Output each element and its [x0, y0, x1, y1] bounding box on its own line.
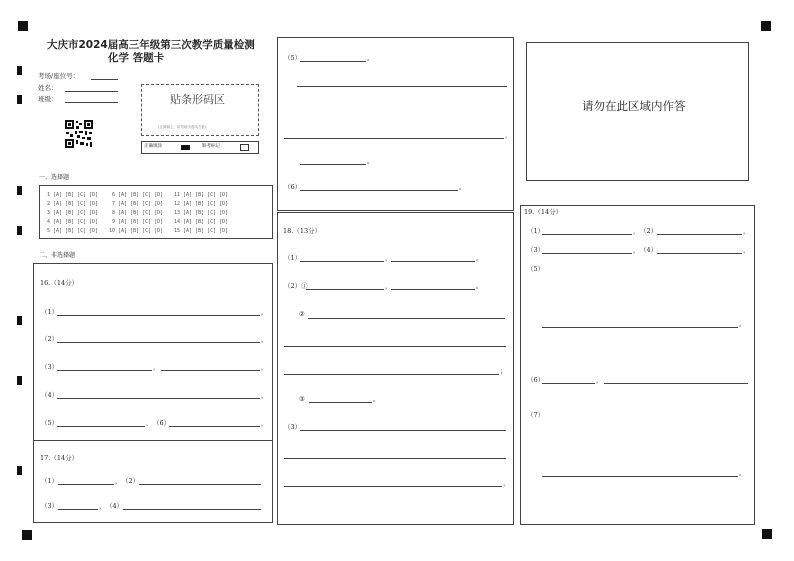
col2-period: 。 — [367, 157, 374, 165]
choice-row[interactable]: 10 [A] [B] [C] [D] — [109, 228, 164, 234]
q16-answer-3b[interactable] — [161, 370, 260, 371]
corner-mark-icon — [762, 529, 772, 539]
q19-item-3: （3） — [527, 246, 545, 254]
q18-semicolon: ； — [500, 367, 507, 375]
q18-item-2-2: ② — [299, 310, 305, 318]
choice-row[interactable]: 9 [A] [B] [C] [D] — [112, 219, 164, 225]
q18-answer-1b[interactable] — [391, 261, 475, 262]
q19-comma: ， — [743, 227, 750, 235]
q16-item-6: （6） — [153, 419, 171, 427]
timing-mark-icon — [17, 95, 22, 104]
q17-answer-5-line2[interactable] — [297, 86, 507, 87]
q19-answer-3[interactable] — [542, 253, 632, 254]
name-field[interactable] — [65, 91, 118, 92]
col2-period: 。 — [367, 54, 374, 62]
q16-period: ， — [261, 335, 268, 343]
q17-answer-3[interactable] — [58, 509, 98, 510]
q16-answer-1[interactable] — [57, 315, 260, 316]
section2-title: 二、非选择题 — [39, 252, 76, 259]
q18-item-1: （1） — [284, 254, 302, 262]
barcode-area-label: 贴条形码区 — [170, 93, 225, 106]
choice-row[interactable]: 2 [A] [B] [C] [D] — [47, 201, 99, 207]
q16-item-4: （4） — [41, 391, 59, 399]
exam-title: 大庆市2024届高三年级第三次教学质量检测 — [47, 39, 255, 51]
room-seat-field[interactable] — [91, 79, 118, 80]
q16-period: ， — [261, 391, 268, 399]
q17-item-6: （6） — [284, 183, 302, 191]
q16-answer-6[interactable] — [169, 426, 260, 427]
q19-comma: ， — [743, 246, 750, 254]
q19-item-4: （4） — [640, 246, 658, 254]
q19-item-6: （6） — [527, 376, 545, 384]
q19-answer-6a[interactable] — [542, 383, 595, 384]
q18-comma: ， — [385, 282, 392, 290]
q19-item-5: （5） — [527, 265, 545, 273]
choice-row[interactable]: 14 [A] [B] [C] [D] — [174, 219, 229, 225]
correct-fill-label: 正确填涂 — [144, 144, 162, 149]
q18-answer-2c[interactable] — [308, 318, 505, 319]
q18-period: ， — [503, 479, 510, 487]
q18-answer-2a[interactable] — [306, 289, 384, 290]
timing-mark-icon — [17, 316, 22, 325]
q18-answer-3b[interactable] — [284, 458, 506, 459]
exam-subtitle: 化学 答题卡 — [108, 52, 165, 64]
q19-answer-1[interactable] — [542, 234, 632, 235]
choice-row[interactable]: 15 [A] [B] [C] [D] — [174, 228, 229, 234]
q18-period: 。 — [373, 395, 380, 403]
q19-period: 。 — [739, 469, 746, 477]
q16-box — [33, 263, 273, 441]
q19-item-7: （7） — [527, 411, 545, 419]
class-field[interactable] — [65, 102, 118, 103]
q17-answer-5-line4[interactable] — [300, 164, 366, 165]
q17-comma: ， — [99, 502, 106, 510]
q19-answer-5[interactable] — [542, 327, 738, 328]
choice-row[interactable]: 3 [A] [B] [C] [D] — [47, 210, 99, 216]
q19-comma: ， — [633, 227, 640, 235]
q17-answer-5-line3[interactable] — [284, 138, 504, 139]
q17-title: 17.（14分） — [40, 454, 79, 462]
q16-item-2: （2） — [41, 335, 59, 343]
q16-period: ， — [261, 419, 268, 427]
q18-answer-3a[interactable] — [300, 430, 506, 431]
q17-answer-4[interactable] — [123, 509, 261, 510]
correct-fill-sample — [181, 145, 190, 150]
q16-answer-2[interactable] — [57, 342, 260, 343]
choice-row[interactable]: 7 [A] [B] [C] [D] — [112, 201, 164, 207]
q16-comma: ， — [153, 363, 160, 371]
q17-item-3: （3） — [41, 502, 59, 510]
q17-item-2: （2） — [122, 477, 140, 485]
q16-item-3: （3） — [41, 363, 59, 371]
timing-mark-icon — [17, 226, 22, 235]
corner-mark-icon — [18, 21, 28, 31]
q17-answer-1[interactable] — [58, 484, 114, 485]
choice-row[interactable]: 13 [A] [B] [C] [D] — [174, 210, 229, 216]
q18-answer-1a[interactable] — [300, 261, 384, 262]
col2-comma: ， — [505, 131, 512, 139]
q16-period: ， — [261, 308, 268, 316]
q19-answer-4[interactable] — [657, 253, 742, 254]
choice-row[interactable]: 8 [A] [B] [C] [D] — [112, 210, 164, 216]
q18-period: 。 — [476, 282, 483, 290]
class-label: 班级： — [38, 95, 58, 103]
q16-comma: ， — [146, 419, 153, 427]
barcode-area-note: (正面朝上，切勿贴出虚线方框) — [158, 125, 207, 129]
q16-answer-3a[interactable] — [57, 370, 152, 371]
q18-comma: ， — [385, 254, 392, 262]
q16-item-5: （5） — [41, 419, 59, 427]
section1-title: 一、选择题 — [39, 174, 70, 181]
q18-item-3: （3） — [284, 423, 302, 431]
choice-row[interactable]: 1 [A] [B] [C] [D] — [47, 192, 99, 198]
q16-period: ， — [261, 363, 268, 371]
q16-title: 16.（14分） — [40, 279, 79, 287]
q19-title: 19.（14分） — [524, 208, 563, 216]
choice-row[interactable]: 5 [A] [B] [C] [D] — [47, 228, 99, 234]
corner-mark-icon — [22, 530, 32, 540]
choice-row[interactable]: 11 [A] [B] [C] [D] — [174, 192, 229, 198]
room-seat-label: 考场/座位号： — [38, 72, 80, 80]
q16-answer-5[interactable] — [57, 426, 145, 427]
q18-item-2: （2）① — [284, 282, 308, 290]
q19-comma: ， — [596, 376, 603, 384]
q19-answer-7[interactable] — [542, 476, 738, 477]
q17-item-5: （5） — [284, 54, 302, 62]
q18-period: 。 — [476, 254, 483, 262]
timing-mark-icon — [17, 466, 22, 475]
q19-answer-2[interactable] — [657, 234, 742, 235]
q19-item-1: （1） — [527, 227, 545, 235]
no-answer-label: 请勿在此区域内作答 — [582, 99, 686, 113]
q17-item-1: （1） — [41, 477, 59, 485]
q18-answer-3c[interactable] — [284, 486, 502, 487]
q16-item-1: （1） — [41, 308, 59, 316]
q19-item-2: （2） — [640, 227, 658, 235]
q19-answer-6b[interactable] — [604, 383, 748, 384]
q18-item-2-3: ③ — [299, 395, 305, 403]
q18-answer-2d[interactable] — [284, 346, 506, 347]
timing-mark-icon — [17, 66, 22, 75]
q17-answer-5[interactable] — [300, 61, 366, 62]
choice-row[interactable]: 6 [A] [B] [C] [D] — [112, 192, 164, 198]
q17-comma: ， — [115, 477, 122, 485]
timing-mark-icon — [17, 186, 22, 195]
qr-code-icon — [65, 120, 93, 148]
col2-period: 。 — [459, 183, 466, 191]
q18-answer-2e[interactable] — [284, 374, 499, 375]
q17-box — [33, 440, 273, 523]
q17-answer-2[interactable] — [139, 484, 261, 485]
q17-item-4: （4） — [106, 502, 124, 510]
q18-title: 18.（13分） — [283, 227, 322, 235]
q18-answer-2b[interactable] — [391, 289, 475, 290]
choice-row[interactable]: 4 [A] [B] [C] [D] — [47, 219, 99, 225]
name-label: 姓名： — [38, 84, 58, 92]
absent-mark-label: 缺考标记 — [202, 144, 220, 149]
timing-mark-icon — [17, 376, 22, 385]
choice-row[interactable]: 12 [A] [B] [C] [D] — [174, 201, 229, 207]
q19-comma: ， — [633, 246, 640, 254]
q17-answer-6[interactable] — [300, 190, 458, 191]
q18-answer-2f[interactable] — [309, 402, 372, 403]
q19-period: 。 — [739, 320, 746, 328]
corner-mark-icon — [761, 21, 771, 31]
q16-answer-4[interactable] — [57, 398, 260, 399]
absent-mark-box[interactable] — [240, 144, 249, 151]
col2-top-box — [277, 37, 514, 211]
